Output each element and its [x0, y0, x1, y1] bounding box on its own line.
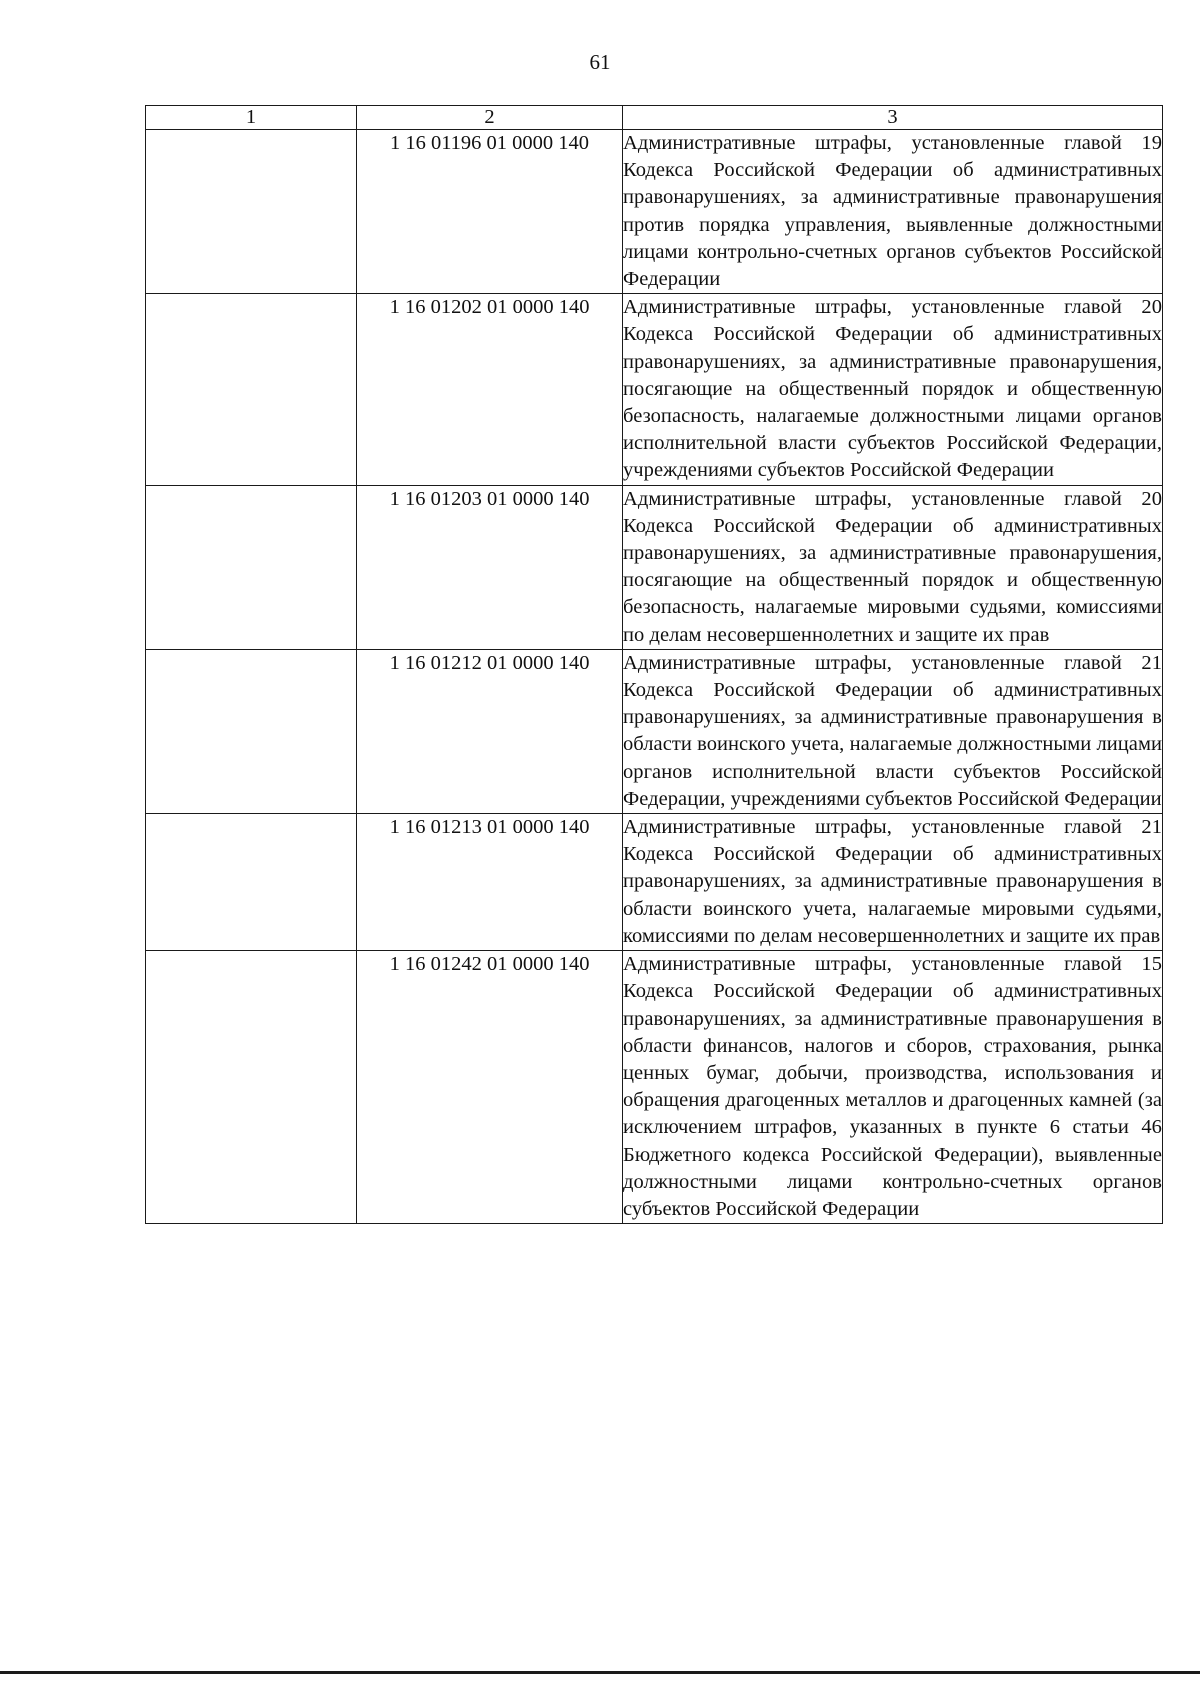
- description-text: Административные штрафы, установленные главой 19 Кодекса Российской Федерации об административных правонарушениях, за административные правонарушения против порядка управления, выявленные должностными лицами контрольно-счетных органов субъектов Российской Федерации: [623, 132, 1162, 291]
- description-cell: [623, 951, 1163, 1224]
- description-text: Административные штрафы, установленные главой 15 Кодекса Российской Федерации об административных правонарушениях, за административные правонарушения в области финансов, налогов и сборов, страхования, рынка ценных бумаг, добычи, производства, использования и обращения драгоценных металлов и драгоценных камней (за исключением штрафов, указанных в пункте 6 статьи 46 Бюджетного кодекса Российской Федерации), выявленные должностными лицами контрольно-счетных органов субъектов Российской Федерации: [623, 953, 1162, 1220]
- budget-code-cell: 1 16 01212 01 0000 140: [357, 649, 623, 813]
- table-row: [146, 814, 1163, 951]
- description-cell: [623, 294, 1163, 485]
- budget-code-cell: 1 16 01203 01 0000 140: [357, 485, 623, 649]
- table-row: [146, 485, 1163, 649]
- description-cell: [623, 814, 1163, 951]
- budget-code-cell: 1 16 01202 01 0000 140: [357, 294, 623, 485]
- description-cell: [623, 130, 1163, 294]
- table-row: [146, 130, 1163, 294]
- description-text: Административные штрафы, установленные главой 21 Кодекса Российской Федерации об административных правонарушениях, за административные правонарушения в области воинского учета, налагаемые должностными лицами органов исполнительной власти субъектов Российской Федерации, учреждениями субъектов Российской Федерации: [623, 651, 1162, 810]
- table-header-row: [146, 106, 1163, 130]
- description-text: Административные штрафы, установленные главой 21 Кодекса Российской Федерации об административных правонарушениях, за административные правонарушения в области воинского учета, налагаемые мировыми судьями, комиссиями по делам несовершеннолетних и защите их прав: [623, 816, 1162, 947]
- column-header-3: 3: [623, 106, 1163, 130]
- row-empty-cell: [146, 294, 357, 485]
- description-text: Административные штрафы, установленные главой 20 Кодекса Российской Федерации об административных правонарушениях, за административные правонарушения, посягающие на общественный порядок и общественную безопасность, налагаемые мировыми судьями, комиссиями по делам несовершеннолетних и защите их прав: [623, 487, 1162, 646]
- row-empty-cell: [146, 814, 357, 951]
- description-cell: [623, 485, 1163, 649]
- row-empty-cell: [146, 130, 357, 294]
- page-number: 61: [589, 50, 611, 74]
- column-header-2: 2: [357, 106, 623, 130]
- row-empty-cell: [146, 951, 357, 1224]
- row-empty-cell: [146, 485, 357, 649]
- table-row: [146, 649, 1163, 813]
- table-row: [146, 294, 1163, 485]
- budget-code-cell: 1 16 01242 01 0000 140: [357, 951, 623, 1224]
- row-empty-cell: [146, 649, 357, 813]
- budget-code-cell: 1 16 01196 01 0000 140: [357, 130, 623, 294]
- description-cell: [623, 649, 1163, 813]
- budget-codes-table: [145, 105, 1163, 1224]
- description-text: Административные штрафы, установленные главой 20 Кодекса Российской Федерации об административных правонарушениях, за административные правонарушения, посягающие на общественный порядок и общественную безопасность, налагаемые должностными лицами органов исполнительной власти субъектов Российской Федерации, учреждениями субъектов Российской Федерации: [623, 296, 1162, 482]
- budget-code-cell: 1 16 01213 01 0000 140: [357, 814, 623, 951]
- table-row: [146, 951, 1163, 1224]
- bottom-scan-edge-rule: [0, 1671, 1200, 1674]
- column-header-1: 1: [146, 106, 357, 130]
